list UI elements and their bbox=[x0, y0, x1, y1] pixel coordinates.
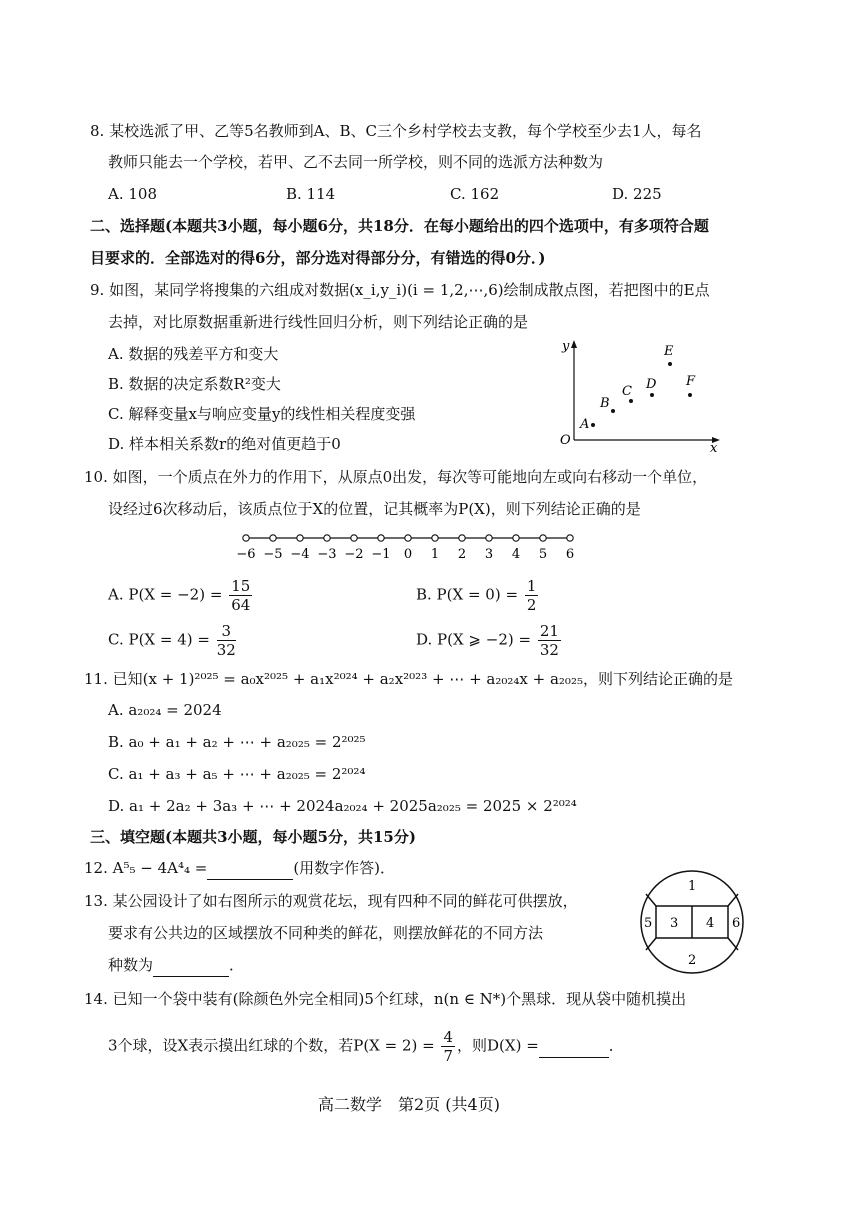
q9-line2: 去掉，对比原数据重新进行线性回归分析，则下列结论正确的是 bbox=[108, 313, 529, 331]
q8-line2: 教师只能去一个学校，若甲、乙不去同一所学校，则不同的选派方法种数为 bbox=[108, 153, 604, 171]
plot-x-label: x bbox=[710, 441, 718, 452]
region-5: 5 bbox=[644, 916, 653, 931]
q12-note: (用数字作答)． bbox=[293, 859, 396, 877]
number-line-tick-label: 5 bbox=[538, 547, 548, 562]
q10-option-a-label: A. P(X = −2) = bbox=[108, 585, 223, 604]
q10-option-d-label: D. P(X ⩾ −2) = bbox=[416, 630, 532, 649]
q10-option-a-fraction bbox=[229, 577, 252, 614]
q8-option-a: A. 108 bbox=[108, 185, 157, 203]
region-6: 6 bbox=[732, 916, 741, 931]
point-d-label: D bbox=[646, 377, 657, 392]
q11-option-b: B. a₀ + a₁ + a₂ + ⋯ + a₂₀₂₅ = 2²⁰²⁵ bbox=[108, 733, 366, 751]
q10-option-c-label: C. P(X = 4) = bbox=[108, 630, 210, 649]
point-a-label: A bbox=[580, 417, 590, 432]
q8-line1: 8. 某校选派了甲、乙等5名教师到A、B、C三个乡村学校去支教，每个学校至少去1人，每名 bbox=[90, 122, 702, 140]
q14-line2-text: 3个球，设X表示摸出红球的个数，若P(X = 2) = bbox=[108, 1036, 435, 1055]
number-line-point bbox=[297, 535, 303, 541]
point-b bbox=[611, 409, 615, 413]
q14-den: 7 bbox=[443, 1047, 454, 1065]
number-line-point bbox=[243, 535, 249, 541]
q14-line2-mid: ，则D(X) = bbox=[457, 1036, 539, 1055]
point-f bbox=[688, 393, 692, 397]
point-d bbox=[650, 393, 654, 397]
q10-option-d-num: 21 bbox=[539, 622, 559, 640]
page-footer: 高二数学 第2页 (共4页) bbox=[318, 1095, 500, 1114]
number-line-point bbox=[540, 535, 546, 541]
number-line-tick-label: −2 bbox=[344, 547, 364, 562]
q10-option-d-den: 32 bbox=[539, 641, 559, 659]
q14-line2 bbox=[108, 1028, 624, 1065]
q14-num: 4 bbox=[443, 1028, 454, 1046]
q10-option-a-den: 64 bbox=[231, 596, 251, 614]
region-2: 2 bbox=[688, 953, 697, 968]
section3-heading: 三、填空题(本题共3小题，每小题5分，共15分) bbox=[90, 828, 416, 846]
q13-line2: 要求有公共边的区域摆放不同种类的鲜花，则摆放鲜花的不同方法 bbox=[108, 924, 544, 942]
q9-line1: 9. 如图，某同学将搜集的六组成对数据(x_i,y_i)(i = 1,2,⋯,6)绘制成散点图，若把图中的E点 bbox=[90, 281, 710, 299]
point-f-label: F bbox=[686, 374, 696, 389]
q13-answer-blank[interactable] bbox=[153, 954, 229, 977]
q8-option-d: D. 225 bbox=[612, 185, 662, 203]
number-line-tick-label: 1 bbox=[430, 547, 440, 562]
q10-option-b-label: B. P(X = 0) = bbox=[416, 585, 519, 604]
region-4: 4 bbox=[706, 916, 715, 931]
point-e bbox=[668, 362, 672, 366]
q9-option-a: A. 数据的残差平方和变大 bbox=[108, 345, 279, 363]
q10-option-a-num: 15 bbox=[231, 577, 251, 595]
number-line-point bbox=[405, 535, 411, 541]
number-line-tick-label: −5 bbox=[263, 547, 283, 562]
q10-option-b-den: 2 bbox=[526, 596, 537, 614]
q10-option-a bbox=[108, 577, 254, 614]
q10-line2: 设经过6次移动后，该质点位于X的位置，记其概率为P(X)，则下列结论正确的是 bbox=[108, 500, 641, 518]
q13-line3-end: ． bbox=[229, 956, 245, 974]
q12-expression: 12. A⁵₅ − 4A⁴₄ = bbox=[84, 859, 208, 877]
q9-option-d: D. 样本相关系数r的绝对值更趋于0 bbox=[108, 435, 341, 453]
q10-option-d-fraction bbox=[538, 622, 561, 659]
plot-origin: O bbox=[560, 433, 571, 448]
q11-option-d: D. a₁ + 2a₂ + 3a₃ + ⋯ + 2024a₂₀₂₄ + 2025a₂₀₂₅ = 2025 × 2²⁰²⁴ bbox=[108, 797, 577, 815]
point-e-label: E bbox=[664, 344, 674, 359]
q9-option-b: B. 数据的决定系数R²变大 bbox=[108, 375, 281, 393]
q10-option-c-fraction bbox=[217, 622, 236, 659]
q11-option-c: C. a₁ + a₃ + a₅ + ⋯ + a₂₀₂₅ = 2²⁰²⁴ bbox=[108, 765, 366, 783]
number-line-point bbox=[567, 535, 573, 541]
q8-option-b: B. 114 bbox=[286, 185, 336, 203]
q12-line bbox=[84, 857, 395, 880]
q11-option-a: A. a₂₀₂₄ = 2024 bbox=[108, 701, 222, 719]
number-line-point bbox=[378, 535, 384, 541]
number-line-tick-label: −6 bbox=[236, 547, 256, 562]
section2-line1: 二、选择题(本题共3小题，每小题6分，共18分．在每小题给出的四个选项中，有多项符合题 bbox=[90, 217, 709, 235]
q8-option-c: C. 162 bbox=[450, 185, 500, 203]
number-line-tick-label: 2 bbox=[457, 547, 467, 562]
region-3: 3 bbox=[670, 916, 679, 931]
point-c-label: C bbox=[622, 384, 632, 399]
number-line-tick-label: −4 bbox=[290, 547, 310, 562]
number-line-point bbox=[513, 535, 519, 541]
point-b-label: B bbox=[600, 396, 610, 411]
number-line-point bbox=[486, 535, 492, 541]
number-line-tick-label: 4 bbox=[511, 547, 521, 562]
q13-line1: 13. 某公园设计了如右图所示的观赏花坛，现有四种不同的鲜花可供摆放， bbox=[84, 892, 578, 910]
scatter-plot bbox=[552, 336, 722, 452]
point-c bbox=[629, 399, 633, 403]
q14-line1: 14. 已知一个袋中装有(除颜色外完全相同)5个红球，n(n ∈ N*)个黑球．现从袋中随机摸出 bbox=[84, 990, 687, 1008]
q14-fraction bbox=[441, 1028, 455, 1065]
number-line-tick-label: 0 bbox=[403, 547, 413, 562]
number-line-tick-label: −3 bbox=[317, 547, 337, 562]
q13-line3 bbox=[108, 954, 244, 977]
q14-line2-end: ． bbox=[608, 1036, 624, 1055]
q12-answer-blank[interactable] bbox=[207, 857, 293, 880]
number-line-tick-label: 3 bbox=[484, 547, 494, 562]
q10-option-b bbox=[416, 577, 540, 614]
section2-line2: 目要求的．全部选对的得6分，部分选对得部分分，有错选的得0分．) bbox=[90, 249, 546, 267]
q10-option-c-num: 3 bbox=[217, 622, 236, 641]
number-line-tick-label: −1 bbox=[371, 547, 391, 562]
q10-option-b-fraction bbox=[525, 577, 539, 614]
plot-y-label: y bbox=[562, 339, 570, 354]
number-line-point bbox=[324, 535, 330, 541]
number-line-tick-label: 6 bbox=[565, 547, 575, 562]
q10-line1: 10. 如图，一个质点在外力的作用下，从原点0出发，每次等可能地向左或向右移动一个单位， bbox=[84, 468, 708, 486]
q10-option-d bbox=[416, 622, 563, 659]
q13-line3-label: 种数为 bbox=[108, 956, 154, 974]
q9-option-c: C. 解释变量x与响应变量y的线性相关程度变强 bbox=[108, 405, 416, 423]
region-1: 1 bbox=[688, 879, 697, 894]
q10-option-c-den: 32 bbox=[216, 641, 236, 659]
number-line-point bbox=[351, 535, 357, 541]
number-line-point bbox=[459, 535, 465, 541]
number-line-point bbox=[270, 535, 276, 541]
flower-bed-diagram bbox=[636, 866, 748, 978]
q10-option-b-num: 1 bbox=[526, 577, 537, 595]
q11-line1: 11. 已知(x + 1)²⁰²⁵ = a₀x²⁰²⁵ + a₁x²⁰²⁴ + a₂x²⁰²³ + ⋯ + a₂₀₂₄x + a₂₀₂₅，则下列结论正确的是 bbox=[84, 670, 733, 688]
number-line bbox=[232, 530, 588, 562]
q14-answer-blank[interactable] bbox=[539, 1035, 609, 1058]
number-line-point bbox=[432, 535, 438, 541]
q10-option-c bbox=[108, 622, 238, 659]
point-a bbox=[591, 423, 595, 427]
